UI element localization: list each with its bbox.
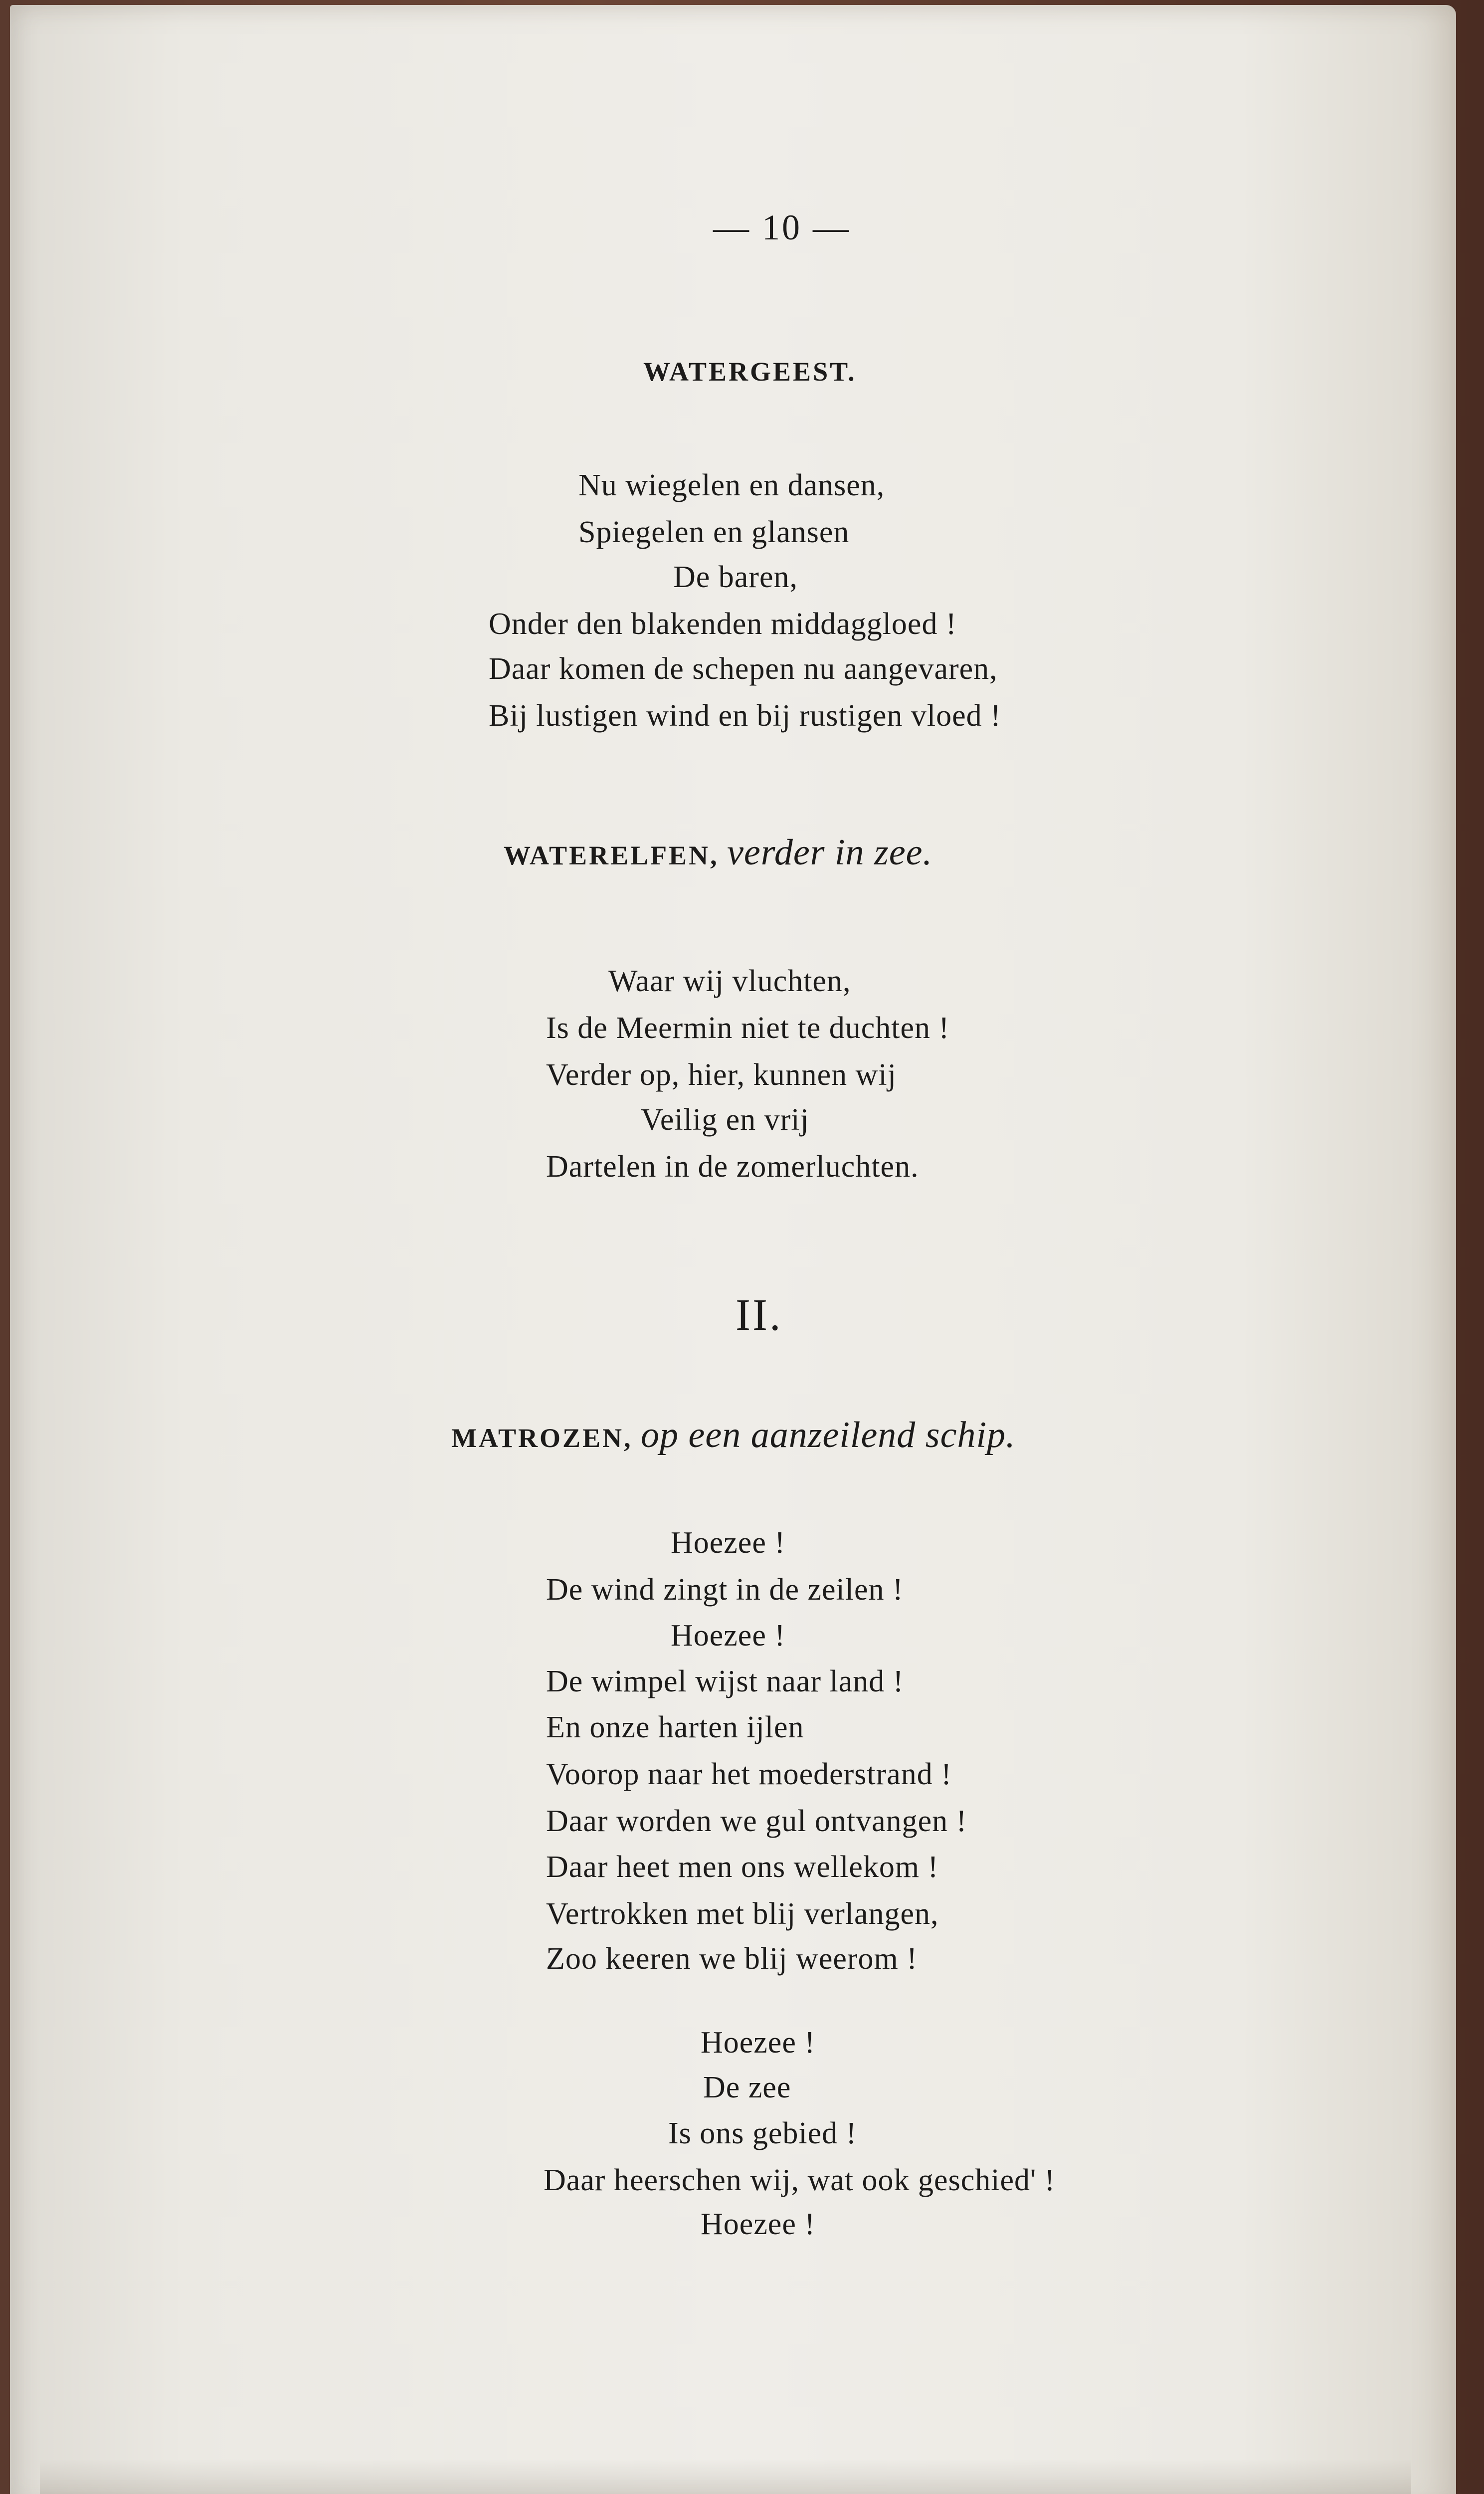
act-number: II. <box>736 1290 783 1340</box>
verse-line: Nu wiegelen en dansen, <box>578 468 885 502</box>
verse-line: De baren, <box>673 560 798 594</box>
verse-line: Voorop naar het moederstrand ! <box>546 1757 952 1791</box>
verse-line: Spiegelen en glansen <box>578 515 850 549</box>
verse-line: De wimpel wijst naar land ! <box>546 1664 904 1698</box>
stage-direction: op een aanzeilend schip. <box>641 1415 1016 1455</box>
verse-line: Daar heet men ons wellekom ! <box>546 1850 939 1884</box>
verse-line: Vertrokken met blij verlangen, <box>546 1897 939 1931</box>
page-bottom-shadow <box>40 2459 1411 2494</box>
page-number: — 10 — <box>713 208 851 247</box>
verse-line: Verder op, hier, kunnen wij <box>546 1058 897 1092</box>
verse-line: Zoo keeren we blij weerom ! <box>546 1942 918 1976</box>
stage-direction: verder in zee. <box>727 832 933 873</box>
verse-line: Hoezee ! <box>701 2207 815 2241</box>
verse-line: Bij lustigen wind en bij rustigen vloed ! <box>489 699 1001 733</box>
speaker-heading-matrozen <box>451 1417 1016 1454</box>
verse-line: Dartelen in de zomerluchten. <box>546 1150 919 1184</box>
verse-line: Hoezee ! <box>701 2026 815 2060</box>
verse-line: Waar wij vluchten, <box>608 964 851 998</box>
verse-line: Is ons gebied ! <box>668 2116 857 2150</box>
speaker-matrozen: MATROZEN, <box>451 1423 633 1453</box>
verse-line: De zee <box>703 2071 791 2104</box>
speaker-watergeest: WATERGEEST. <box>643 357 857 387</box>
verse-line: Onder den blakenden middaggloed ! <box>489 607 957 641</box>
verse-line: Is de Meermin niet te duchten ! <box>546 1011 950 1045</box>
verse-line: Hoezee ! <box>671 1526 785 1560</box>
verse-line: Veilig en vrij <box>641 1103 809 1137</box>
speaker-heading-waterelfen <box>504 834 932 871</box>
speaker-waterelfen: WATERELFEN, <box>504 840 719 870</box>
verse-line: Daar heerschen wij, wat ook geschied' ! <box>544 2163 1056 2197</box>
verse-line: Daar komen de schepen nu aangevaren, <box>489 652 998 686</box>
verse-line: De wind zingt in de zeilen ! <box>546 1573 904 1607</box>
verse-line: Daar worden we gul ontvangen ! <box>546 1804 967 1838</box>
verse-line: Hoezee ! <box>671 1619 785 1653</box>
verse-line: En onze harten ijlen <box>546 1710 804 1744</box>
